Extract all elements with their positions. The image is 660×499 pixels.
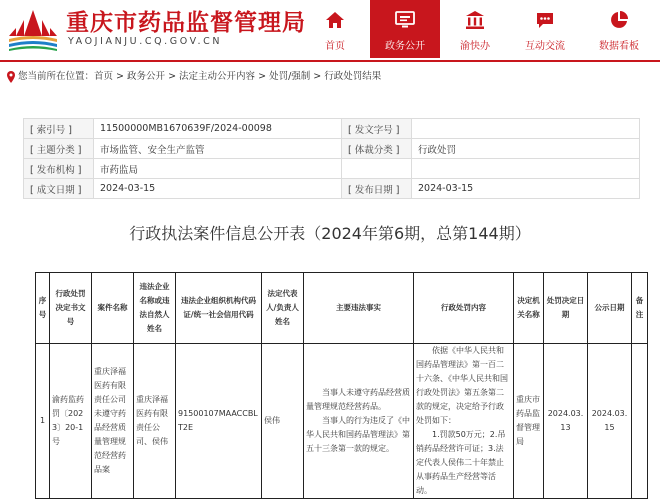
genre-label: [ 体裁分类 ] xyxy=(342,139,412,159)
pie-chart-icon xyxy=(609,10,629,30)
header-party: 违法企业名称或违法自然人姓名 xyxy=(134,273,176,344)
docno-value xyxy=(412,119,640,139)
header-org: 决定机关名称 xyxy=(514,273,544,344)
nav-government-affairs[interactable] xyxy=(370,0,440,58)
breadcrumb-penalty-results[interactable]: 行政处罚结果 xyxy=(324,71,382,82)
nav-interaction[interactable] xyxy=(510,0,580,58)
cell-content xyxy=(414,344,514,499)
cell-pubdate: 2024.03.15 xyxy=(588,344,632,499)
cell-code: 91500107MAACCBLT2E xyxy=(176,344,262,499)
subject-label: [ 主题分类 ] xyxy=(24,139,94,159)
document-title: 行政执法案件信息公开表（2024年第6期，总第144期） xyxy=(129,224,531,243)
breadcrumb-penalty-enforcement[interactable]: 处罚/强制 xyxy=(269,71,311,82)
document-meta-table xyxy=(23,118,640,199)
meta-row xyxy=(24,139,640,159)
site-title[interactable]: 重庆市药品监督管理局 xyxy=(66,9,306,36)
breadcrumb-government-affairs[interactable]: 政务公开 xyxy=(127,71,166,82)
site-domain: YAOJIANJU.CQ.GOV.CN xyxy=(68,36,223,47)
breadcrumb-separator: > xyxy=(310,71,325,82)
header-pubdate: 公示日期 xyxy=(588,273,632,344)
facts-paragraph: 当事人未遵守药品经营质量管理规范经营药品。 xyxy=(306,388,410,411)
nav-label: 首页 xyxy=(325,41,345,52)
cell-note xyxy=(632,344,648,499)
created-label: [ 成文日期 ] xyxy=(24,179,94,199)
breadcrumb-separator: > xyxy=(165,71,180,82)
nav-label: 数据看板 xyxy=(599,41,639,52)
location-pin-icon xyxy=(6,71,16,83)
cell-docno: 渝药监药罚〔2023〕20-1号 xyxy=(50,344,92,499)
nav-data-dashboard[interactable] xyxy=(584,0,654,58)
cell-date: 2024.03.13 xyxy=(544,344,588,499)
header-code: 违法企业组织机构代码证/统一社会信用代码 xyxy=(176,273,262,344)
monitor-icon xyxy=(395,10,415,30)
breadcrumb-separator: > xyxy=(255,71,270,82)
meta-row xyxy=(24,119,640,139)
nav-label: 政务公开 xyxy=(385,41,425,52)
org-value: 市药监局 xyxy=(94,159,342,179)
table-row xyxy=(36,344,648,499)
published-value: 2024-03-15 xyxy=(412,179,640,199)
cell-rep: 侯伟 xyxy=(262,344,304,499)
cell-party: 重庆泽福医药有限责任公司、侯伟 xyxy=(134,344,176,499)
created-value: 2024-03-15 xyxy=(94,179,342,199)
site-header xyxy=(0,0,660,60)
home-icon xyxy=(325,10,345,30)
meta-empty-cell xyxy=(412,159,640,179)
cell-facts xyxy=(304,344,414,499)
breadcrumb-prefix: 您当前所在位置： xyxy=(18,71,95,82)
header-note: 备注 xyxy=(632,273,648,344)
header-seq: 序号 xyxy=(36,273,50,344)
genre-value: 行政处罚 xyxy=(412,139,640,159)
nav-label: 互动交流 xyxy=(525,41,565,52)
header-date: 处罚决定日期 xyxy=(544,273,588,344)
docno-label: [ 发文字号 ] xyxy=(342,119,412,139)
meta-row xyxy=(24,179,640,199)
header-case: 案件名称 xyxy=(92,273,134,344)
index-label: [ 索引号 ] xyxy=(24,119,94,139)
cell-org: 重庆市药品监督管理局 xyxy=(514,344,544,499)
index-value: 11500000MB1670639F/2024-00098 xyxy=(94,119,342,139)
content-paragraph: 1.罚款50万元；2.吊销药品经营许可证；3.法定代表人侯伟二十年禁止从事药品生产经营等活动。 xyxy=(416,430,506,495)
cell-seq: 1 xyxy=(36,344,50,499)
nav-home[interactable] xyxy=(300,0,370,58)
breadcrumb-statutory-disclosure[interactable]: 法定主动公开内容 xyxy=(179,71,256,82)
meta-row xyxy=(24,159,640,179)
header-rep: 法定代表人/负责人姓名 xyxy=(262,273,304,344)
building-icon xyxy=(465,10,485,30)
breadcrumb xyxy=(6,70,381,85)
header-divider xyxy=(0,60,660,62)
nav-label: 渝快办 xyxy=(460,41,490,52)
subject-value: 市场监管、安全生产监管 xyxy=(94,139,342,159)
content-paragraph: 依据《中华人民共和国药品管理法》第一百二十六条、《中华人民共和国行政处罚法》第五条第二款的规定，决定给予行政处罚如下： xyxy=(416,346,508,425)
header-docno: 行政处罚决定书文号 xyxy=(50,273,92,344)
facts-paragraph: 当事人的行为违反了《中华人民共和国药品管理法》第五十三条第一款的规定。 xyxy=(306,416,410,453)
main-nav xyxy=(300,0,660,60)
logo-icon[interactable] xyxy=(6,6,60,52)
chat-icon xyxy=(535,10,555,30)
breadcrumb-home[interactable]: 首页 xyxy=(94,71,114,82)
cell-case: 重庆泽福医药有限责任公司未遵守药品经营质量管理规范经营药品案 xyxy=(92,344,134,499)
table-header-row xyxy=(36,273,648,344)
header-facts: 主要违法事实 xyxy=(304,273,414,344)
meta-empty-cell xyxy=(342,159,412,179)
nav-yukuaiban[interactable] xyxy=(440,0,510,58)
breadcrumb-separator: > xyxy=(113,71,128,82)
published-label: [ 发布日期 ] xyxy=(342,179,412,199)
org-label: [ 发布机构 ] xyxy=(24,159,94,179)
case-info-table xyxy=(35,272,648,499)
header-content: 行政处罚内容 xyxy=(414,273,514,344)
